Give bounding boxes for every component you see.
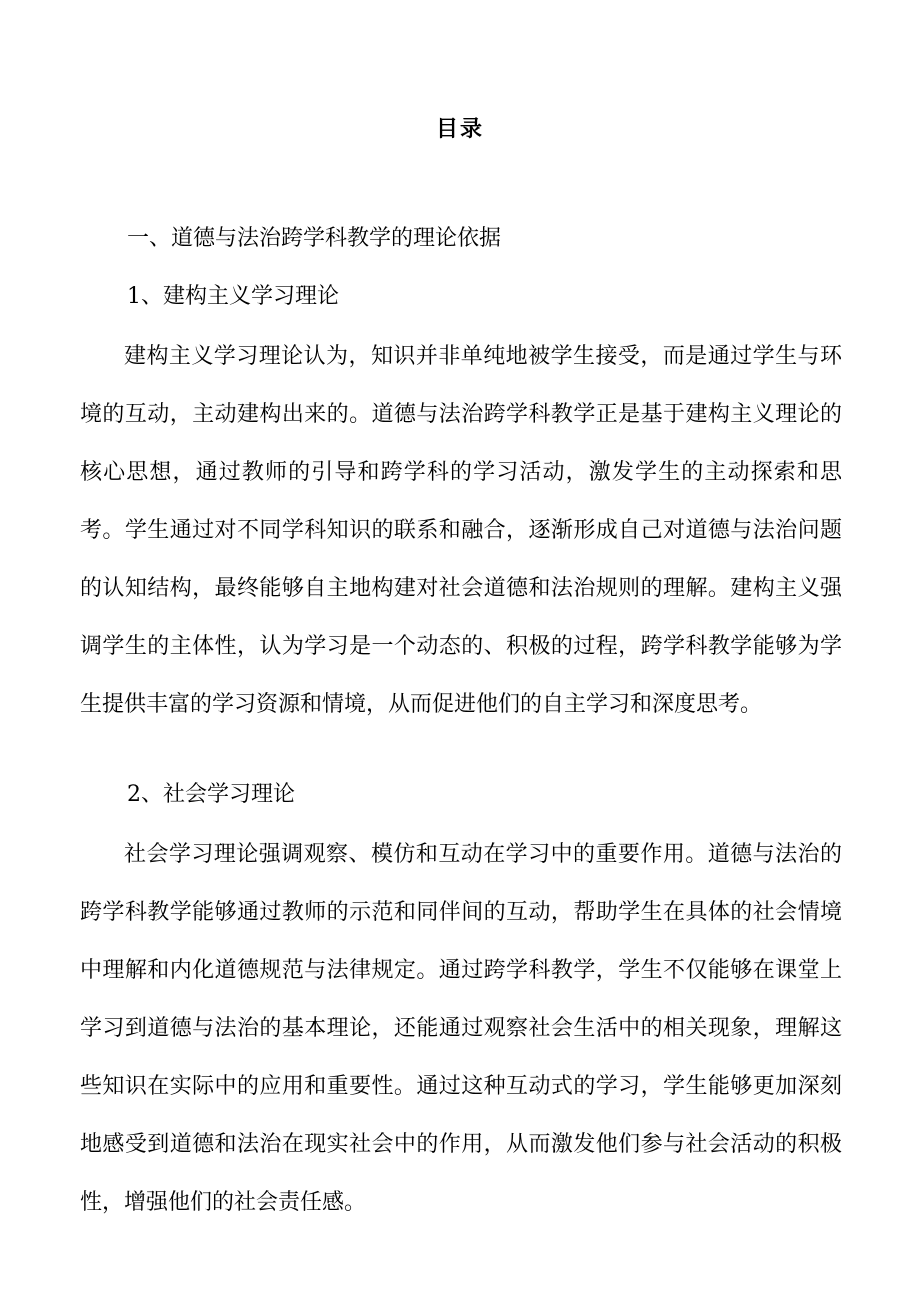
paragraph-social-learning: 社会学习理论强调观察、模仿和互动在学习中的重要作用。道德与法治的跨学科教学能够通过教师的示范和同伴间的互动，帮助学生在具体的社会情境中理解和内化道德规范与法律规定。通过跨学科教学，学生不仅能够在课堂上学习到道德与法治的基本理论，还能通过观察社会生活中的相关现象，理解这些知识在实际中的应用和重要性。通过这种互动式的学习，学生能够更加深刻地感受到道德和法治在现实社会中的作用，从而激发他们参与社会活动的积极性，增强他们的社会责任感。 — [80, 842, 842, 1215]
page-title: 目录 — [435, 116, 484, 142]
subsection-heading-social-learning: 2、社会学习理论 — [127, 782, 295, 807]
paragraph-constructivism: 建构主义学习理论认为，知识并非单纯地被学生接受，而是通过学生与环境的互动，主动建构出来的。道德与法治跨学科教学正是基于建构主义理论的核心思想，通过教师的引导和跨学科的学习活动，激发学生的主动探索和思考。学生通过对不同学科知识的联系和融合，逐渐形成自己对道德与法治问题的认知结构，最终能够自主地构建对社会道德和法治规则的理解。建构主义强调学生的主体性，认为学习是一个动态的、积极的过程，跨学科教学能够为学生提供丰富的学习资源和情境，从而促进他们的自主学习和深度思考。 — [80, 344, 842, 717]
section-heading-1: 一、道德与法治跨学科教学的理论依据 — [127, 226, 502, 251]
subsection-heading-constructivism: 1、建构主义学习理论 — [127, 284, 339, 309]
